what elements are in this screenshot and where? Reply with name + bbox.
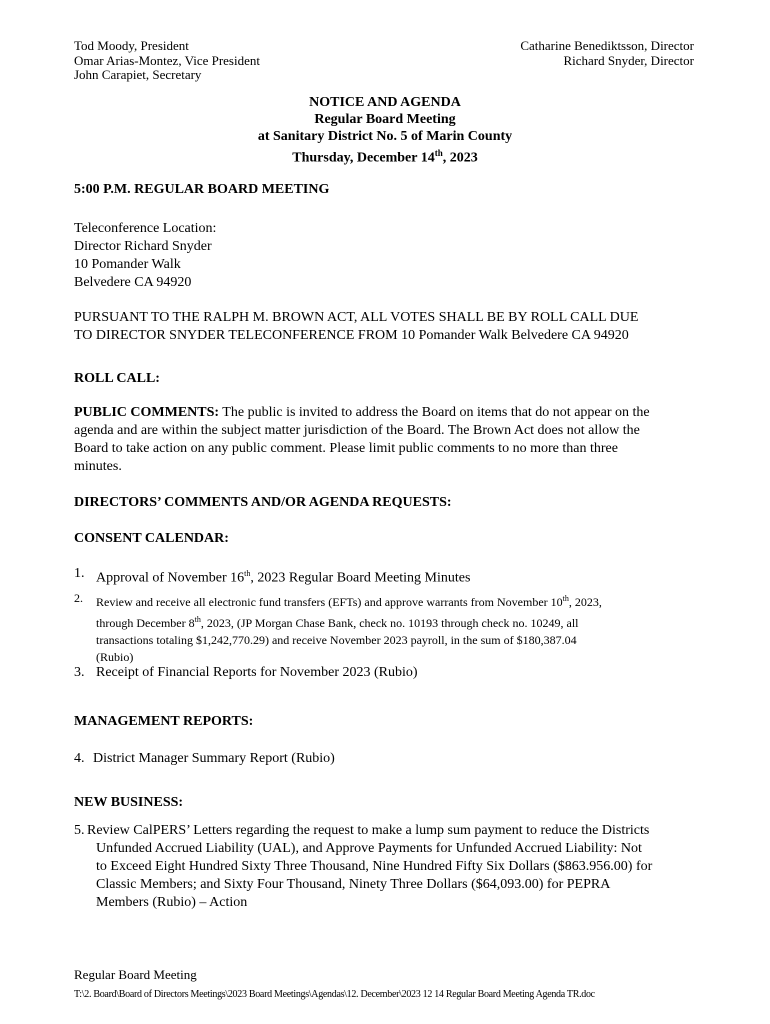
public-comments-section	[74, 404, 700, 476]
consent-item-3	[74, 664, 700, 682]
item-number: 4.	[74, 751, 85, 766]
teleconference-name: Director Richard Snyder	[74, 239, 212, 254]
item-text: Approval of November 16th, 2023 Regular Board Meeting Minutes	[96, 569, 471, 586]
item-number: 2.	[74, 591, 83, 605]
teleconference-block	[74, 220, 700, 292]
officer-president: Tod Moody, President	[74, 38, 189, 53]
teleconference-street: 10 Pomander Walk	[74, 257, 181, 272]
consent-item-1	[74, 565, 700, 588]
title-date: Thursday, December 14th, 2023	[292, 148, 478, 166]
item-text: Receipt of Financial Reports for November 2023 (Rubio)	[96, 665, 418, 680]
brown-act-line-1: PURSUANT TO THE RALPH M. BROWN ACT, ALL VOTES SHALL BE BY ROLL CALL DUE	[74, 310, 639, 325]
directors-list	[520, 39, 694, 68]
director-snyder: Richard Snyder, Director	[563, 52, 694, 68]
public-comments-line-3: Board to take action on any public comment. Please limit public comments to no more than three	[74, 441, 618, 456]
new-business-heading: NEW BUSINESS:	[74, 795, 184, 810]
item-text: District Manager Summary Report (Rubio)	[93, 751, 335, 766]
footer-title: Regular Board Meeting	[74, 967, 197, 982]
item-number: 1.	[74, 566, 85, 581]
officers-list	[74, 39, 260, 83]
consent-item-2	[74, 590, 700, 666]
item-number: 3.	[74, 665, 85, 680]
item-text: Review CalPERS’ Letters regarding the request to make a lump sum payment to reduce the Districts Unfunded Accrued Liability (UAL), and Approve Payments for Unfunded Accrued Liability: Not to Exceed Eight Hundred Sixty Three Thousand, Nine Hundred Fifty Six Dollars ($863.956.00) for Classic Members; and Sixty Four Thousand, Ninety Three Dollars ($64,093.00) for PEPRA Members (Rubio) – Action	[87, 823, 653, 910]
directors-comments-heading: DIRECTORS’ COMMENTS AND/OR AGENDA REQUESTS:	[74, 495, 452, 510]
brown-act-line-2: TO DIRECTOR SNYDER TELECONFERENCE FROM 10 Pomander Walk Belvedere CA 94920	[74, 328, 629, 343]
footer-file-path: T:\2. Board\Board of Directors Meetings\2023 Board Meetings\Agendas\12. December\2023 12 14 Regular Board Meeting Agenda TR.doc	[74, 989, 595, 1000]
title-meeting-type: Regular Board Meeting	[314, 112, 456, 127]
item-text: Review and receive all electronic fund transfers (EFTs) and approve warrants from November 10th, 2023, through December 8th, 2023, (JP Morgan Chase Bank, check no. 10193 through check no. 10249, all transactions totaling $1,242,770.29) and receive November 2023 payroll, in the sum of $180,387.04 (Rubio)	[96, 594, 602, 664]
roll-call-heading: ROLL CALL:	[74, 371, 160, 386]
item-number: 5.	[74, 823, 85, 838]
public-comments-line-1: PUBLIC COMMENTS: The public is invited to address the Board on items that do not appear on the	[74, 405, 650, 420]
consent-calendar-heading: CONSENT CALENDAR:	[74, 531, 229, 546]
management-reports-heading: MANAGEMENT REPORTS:	[74, 714, 254, 729]
brown-act-notice	[74, 309, 700, 345]
teleconference-heading: Teleconference Location:	[74, 221, 217, 236]
public-comments-line-2: agenda and are within the subject matter jurisdiction of the Board. The Brown Act does not allow the	[74, 423, 640, 438]
agenda-title	[0, 94, 770, 167]
director-benediktsson: Catharine Benediktsson, Director	[520, 38, 694, 53]
teleconference-city: Belvedere CA 94920	[74, 275, 192, 290]
officer-secretary: John Carapiet, Secretary	[74, 67, 202, 82]
officer-vice-president: Omar Arias-Montez, Vice President	[74, 52, 260, 68]
title-notice: NOTICE AND AGENDA	[309, 95, 461, 110]
management-item-4	[74, 750, 700, 768]
public-comments-line-4: minutes.	[74, 459, 122, 474]
public-comments-label: PUBLIC COMMENTS:	[74, 405, 220, 420]
new-business-item-5	[74, 822, 700, 912]
meeting-time-heading: 5:00 P.M. REGULAR BOARD MEETING	[74, 182, 330, 197]
title-location: at Sanitary District No. 5 of Marin County	[257, 129, 513, 144]
